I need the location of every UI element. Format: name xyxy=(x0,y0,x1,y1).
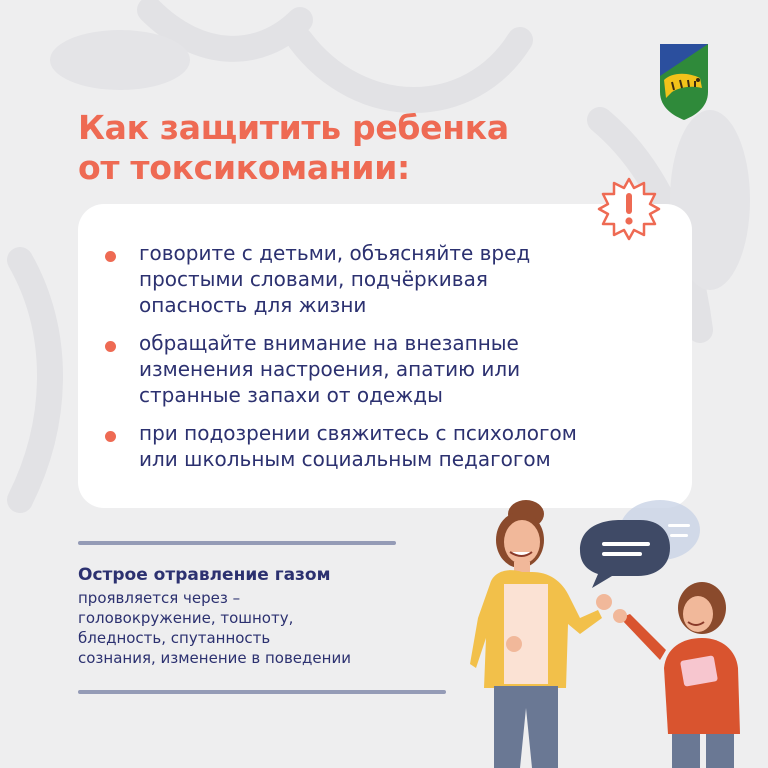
woman-talking-to-girl-illustration xyxy=(470,488,768,768)
tip-line: при подозрении свяжитесь с психологом xyxy=(139,421,577,445)
note-line: проявляется через – xyxy=(78,589,241,607)
tip-line: или школьным социальным педагогом xyxy=(139,447,551,471)
note-line: сознания, изменение в поведении xyxy=(78,649,351,667)
tip-item xyxy=(104,330,577,408)
note-title: Острое отравление газом xyxy=(78,565,331,585)
tip-line: простыми словами, подчёркивая xyxy=(139,267,488,291)
divider xyxy=(78,690,446,694)
speech-bubble-icon xyxy=(580,500,700,588)
tip-item xyxy=(104,240,577,318)
tip-line: странные запахи от одежды xyxy=(139,383,443,407)
bullet-dot xyxy=(105,251,116,262)
bullet-dot xyxy=(105,431,116,442)
bullet-dot xyxy=(105,341,116,352)
tips-card xyxy=(78,204,692,508)
coat-of-arms-tiger-icon xyxy=(658,42,710,122)
tip-item xyxy=(104,420,577,472)
note-body xyxy=(78,588,351,668)
tips-list xyxy=(104,240,577,484)
note-line: бледность, спутанность xyxy=(78,629,271,647)
title-line: от токсикомании: xyxy=(78,148,410,187)
page-title xyxy=(78,108,509,188)
tip-line: говорите с детьми, объясняйте вред xyxy=(139,241,531,265)
divider xyxy=(78,541,396,545)
tip-line: опасность для жизни xyxy=(139,293,367,317)
note-line: головокружение, тошноту, xyxy=(78,609,294,627)
title-line: Как защитить ребенка xyxy=(78,108,509,147)
tip-line: обращайте внимание на внезапные xyxy=(139,331,519,355)
exclamation-badge-icon xyxy=(596,176,662,242)
girl-figure xyxy=(613,582,740,768)
tip-line: изменения настроения, апатию или xyxy=(139,357,521,381)
